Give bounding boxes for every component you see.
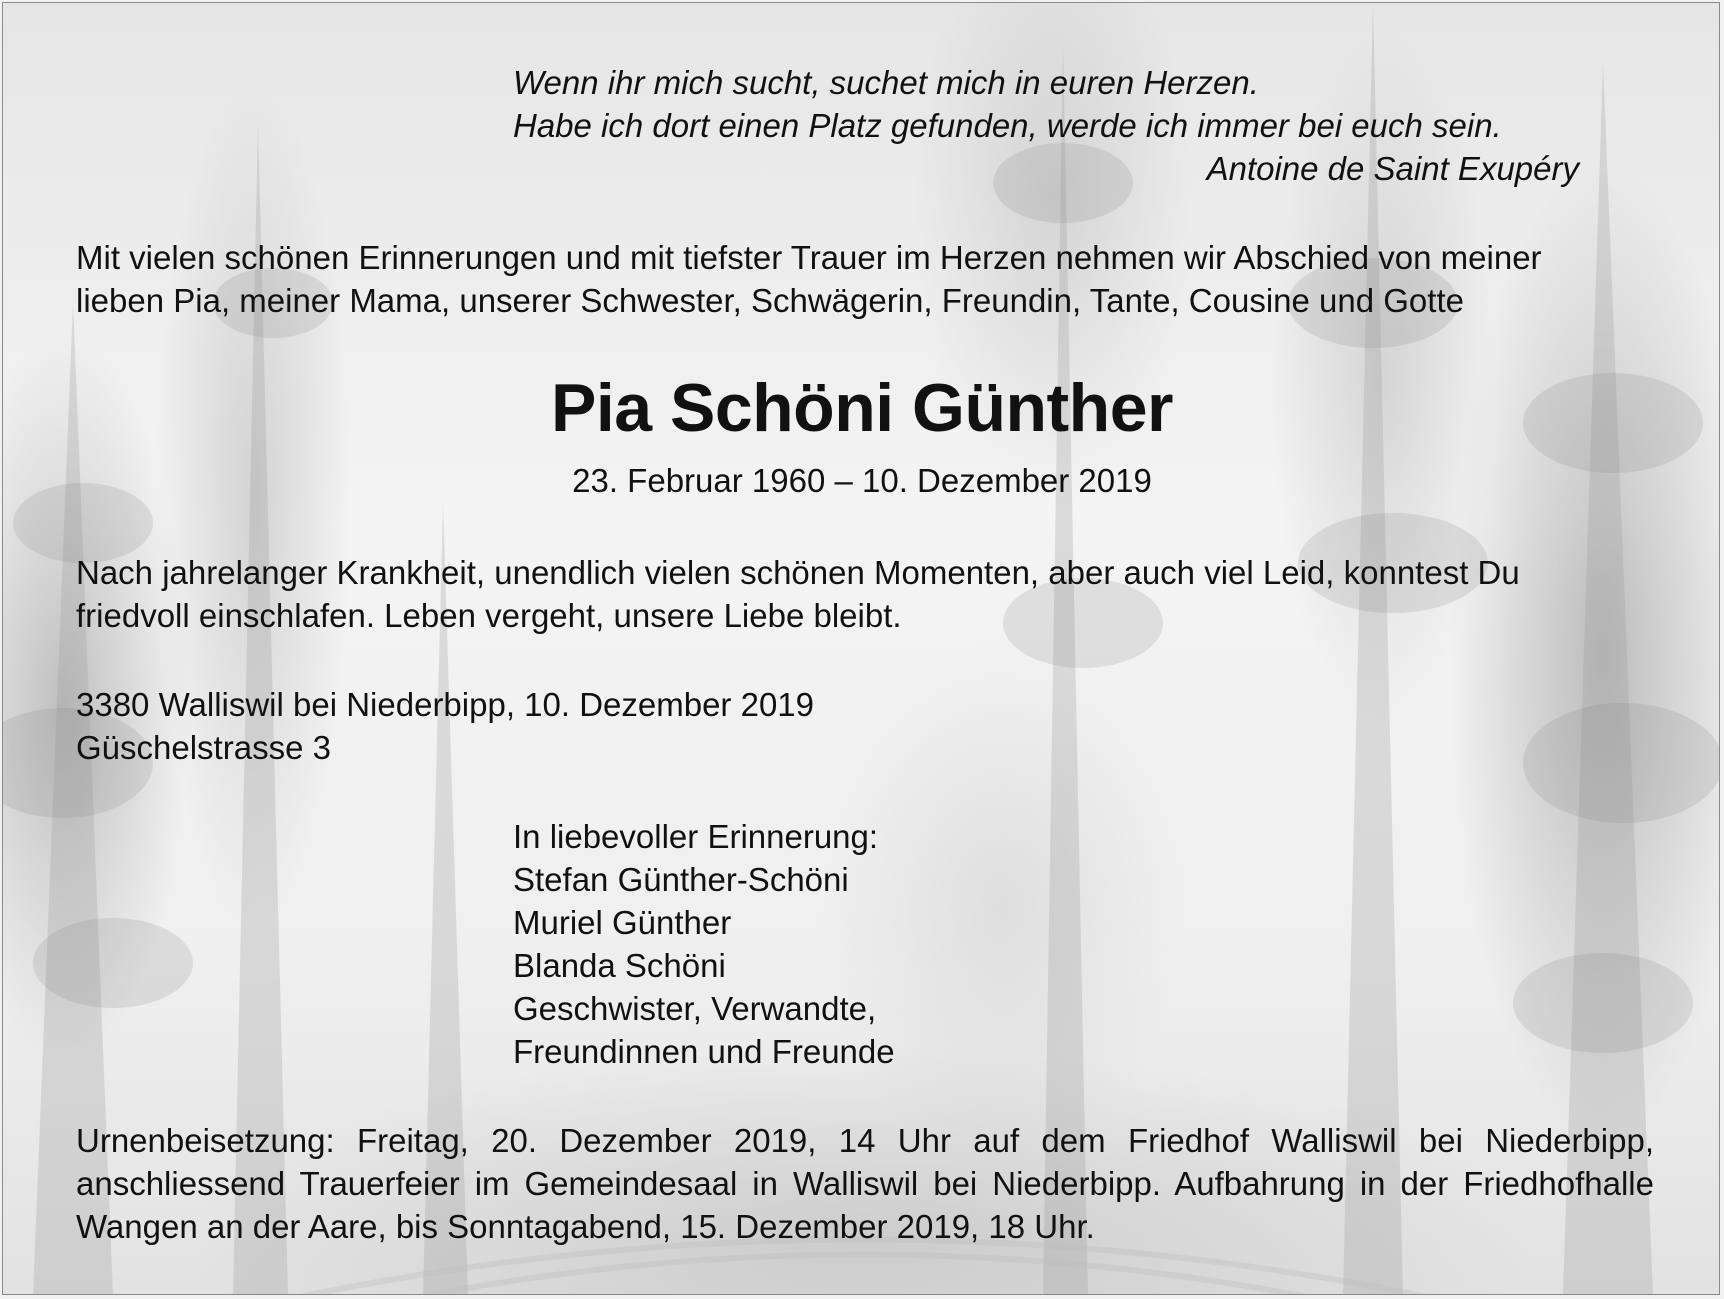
motto-line: Habe ich dort einen Platz gefunden, werde ich immer bei euch sein. (513, 107, 1502, 144)
farewell-line: friedvoll einschlafen. Leben vergeht, unsere Liebe bleibt. (76, 597, 902, 634)
motto-line: Wenn ihr mich sucht, suchet mich in euren Herzen. (513, 64, 1259, 101)
mourner-name: Geschwister, Verwandte, (513, 990, 877, 1027)
intro-text (76, 236, 1656, 322)
mourners-heading: In liebevoller Erinnerung: (513, 818, 879, 855)
farewell-line: Nach jahrelanger Krankheit, unendlich vielen schönen Momenten, aber auch viel Leid, konntest Du (76, 554, 1520, 591)
address-line: 3380 Walliswil bei Niederbipp, 10. Dezember 2019 (76, 686, 815, 723)
address-line: Güschelstrasse 3 (76, 729, 331, 766)
place-and-address (76, 683, 976, 769)
motto-author: Antoine de Saint Exupéry (1206, 150, 1579, 187)
mourner-name: Muriel Günther (513, 904, 732, 941)
obituary-card (2, 2, 1720, 1295)
forest-background-image (3, 3, 1720, 1295)
intro-line: Mit vielen schönen Erinnerungen und mit tiefster Trauer im Herzen nehmen wir Abschied von meiner (76, 239, 1542, 276)
farewell-text (76, 551, 1656, 637)
funeral-line: Urnenbeisetzung: Freitag, 20. Dezember 2019, 14 Uhr auf dem Friedhof Walliswil bei Niederbipp, (76, 1122, 1654, 1159)
funeral-details (76, 1119, 1654, 1248)
mourner-name: Blanda Schöni (513, 947, 726, 984)
mourner-name: Stefan Günther-Schöni (513, 861, 849, 898)
mourners-list (513, 815, 1213, 1073)
deceased-name: Pia Schöni Günther (551, 370, 1173, 446)
mourner-name: Freundinnen und Freunde (513, 1033, 895, 1070)
funeral-line: Wangen an der Aare, bis Sonntagabend, 15. Dezember 2019, 18 Uhr. (76, 1208, 1095, 1245)
intro-line: lieben Pia, meiner Mama, unserer Schwester, Schwägerin, Freundin, Tante, Cousine und Gotte (76, 282, 1464, 319)
life-dates: 23. Februar 1960 – 10. Dezember 2019 (572, 462, 1152, 499)
motto-quote (513, 61, 1583, 190)
funeral-line: anschliessend Trauerfeier im Gemeindesaal in Walliswil bei Niederbipp. Aufbahrung in der Friedhofhalle (76, 1165, 1654, 1202)
